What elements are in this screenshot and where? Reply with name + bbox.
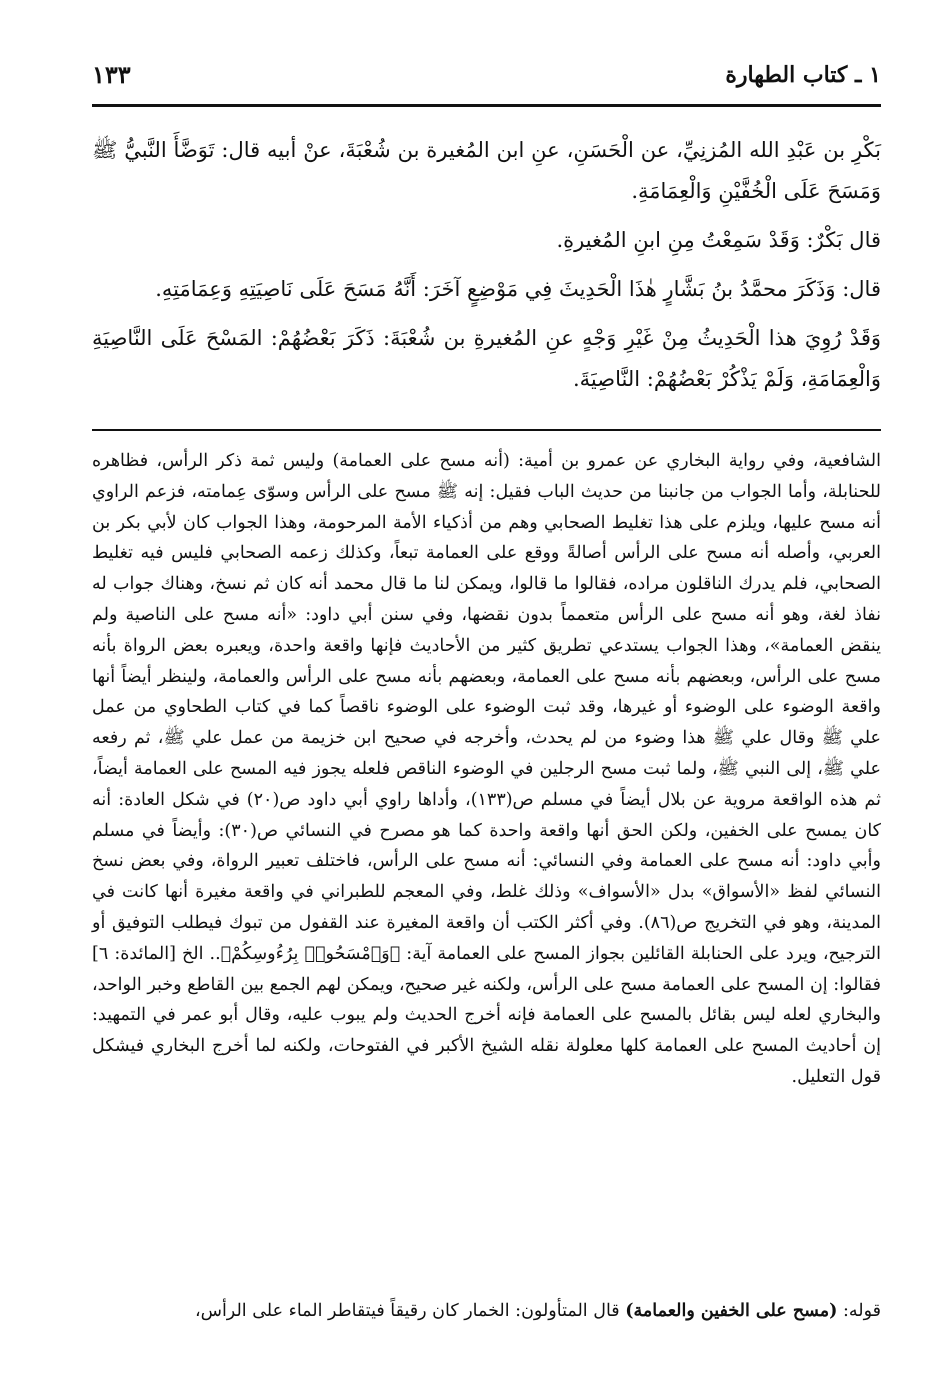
page-header <box>92 60 881 100</box>
hadith-paragraph-3: قال: وَذَكَرَ محمَّدُ بنُ بَشَّارٍ هٰذَا الْحَدِيثَ فِي مَوْضِعٍ آخَرَ: أَنَّهُ مَسَحَ عَلَى نَاصِيَتِهِ وَعِمَامَتِهِ. <box>155 277 881 301</box>
running-title: ١ ـ كتاب الطهارة <box>725 62 881 88</box>
commentary-text <box>92 446 881 1093</box>
page-number: ١٣٣ <box>92 60 131 89</box>
commentary-last-line <box>92 1296 881 1326</box>
last-line-suffix: قال المتأولون: الخمار كان رقيقاً فيتقاطر الماء على الرأس، <box>194 1301 626 1321</box>
hadith-text <box>92 130 881 408</box>
footnote-separator <box>92 429 881 431</box>
commentary-paragraph: الشافعية، وفي رواية البخاري عن عمرو بن أمية: (أنه مسح على العمامة) وليس ثمة ذكر الرأس، فظاهره للحنابلة، وأما الجواب من جانبنا من حديث الباب فقيل: إنه ﷺ مسح على الرأس وسوّى عِمامته، فزعم الراوي أنه مسح عليها، ويلزم على هذا تغليط الصحابي وهم من أذكياء الأمة المرحومة، وهذا الجواب كان لأبي بكر بن العربي، وأصله أنه مسح على الرأس أصالةً ووقع على العمامة تبعاً، وكذلك زعمه الصحابي فليس فيه تغليط الصحابي، فلم يدرك الناقلون مراده، فقالوا ما قالوا، ويمكن لنا ما قال محمد أنه كان ثم نسخ، وهناك جواب له نفاذ لغة، وهو أنه مسح على الرأس متعمماً بدون نقضها، وفي سنن أبي داود: «أنه مسح على الناصية ولم ينقض العمامة»، وهذا الجواب يستدعي تطريق كثير من الأحاديث فإنها واقعة واحدة، ويعبره بعض الرواة بأنه مسح على الرأس، وبعضهم بأنه مسح على العمامة، وبعضهم بأنه مسح على الرأس والعمامة، ولينظر أيضاً أنها واقعة الوضوء على الوضوء أو غيرها، وقد ثبت الوضوء على الوضوء ناقصاً كما في كتاب الطحاوي من عمل علي ﷺ وقال علي ﷺ هذا وضوء من لم يحدث، وأخرجه في صحيح ابن خزيمة من عمل علي ﷺ، ثم رفعه علي ﷺ، إلى النبي ﷺ، ولما ثبت مسح الرجلين في الوضوء الناقص فلعله يجوز فيه المسح على العمامة أيضاً، ثم هذه الواقعة مروية عن بلال أيضاً في مسلم ص(١٣٣)، وأداها راوي أبي داود ص(٢٠) في شكل العادة: أنه كان يمسح على الخفين، ولكن الحق أنها واقعة واحدة كما هو مصرح في النسائي ص(٣٠): وأيضاً في مسلم وأبي داود: أنه مسح على العمامة وفي النسائي: أنه مسح على الرأس، فاختلف تعبير الرواة، وفي بعض نسخ النسائي لفظ «الأسواق» بدل «الأسواف» وذلك غلط، وفي المعجم للطبراني في واقعة مغيرة أنها كانت في المدينة، وهو في التخريج ص(٨٦). وفي أكثر الكتب أن واقعة المغيرة عند القفول من تبوك فيطلب التوفيق أو الترجيح، ويرد على الحنابلة القائلين بجواز المسح على العمامة آية: ﴿وَٱمْسَحُوا۟ بِرُءُوسِكُمْ﴾.. الخ [المائدة: ٦] فقالوا: إن المسح على العمامة مسح على الرأس، ولكنه غير صحيح، ويمكن لهم الجمع بين القاطع وخبر الواحد، والبخاري لعله ليس بقائل بالمسح على العمامة فإنه أخرج الحديث ولم يبوب عليه، وقال أبو عمر في التمهيد: إن أحاديث المسح على العمامة كلها معلولة نقله الشيخ الأكبر في الفتوحات، ولكنه لما أخرج البخاري فيشكل قول التعليل. <box>92 451 882 1087</box>
last-line-heading: (مسح على الخفين والعمامة) <box>625 1301 838 1321</box>
hadith-paragraph-2: قال بَكْرٌ: وَقَدْ سَمِعْتُ مِنِ ابنِ المُغيرةِ. <box>556 228 881 252</box>
hadith-paragraph-4: وَقَدْ رُوِيَ هذا الْحَدِيثُ مِنْ غَيْرِ وَجْهٍ عنِ المُغيرةِ بن شُعْبَةَ: ذَكَرَ بَعْضُهُمْ: المَسْحَ عَلَى النَّاصِيَةِ وَالْعِمَامَةِ، وَلَمْ يَذْكُرْ بَعْضُهُمْ: النَّاصِيَةَ. <box>92 326 881 391</box>
hadith-paragraph-1: بَكْرِ بن عَبْدِ الله المُزنِيِّ، عن الْحَسَنِ، عنِ ابن المُغيرة بن شُعْبَةَ، عنْ أبيه قال: تَوَضَّأَ النَّبيُّ ﷺ وَمَسَحَ عَلَى الْخُفَّيْنِ وَالْعِمَامَةِ. <box>92 138 881 203</box>
header-rule <box>92 104 881 107</box>
last-line-prefix: قوله: <box>837 1301 881 1321</box>
